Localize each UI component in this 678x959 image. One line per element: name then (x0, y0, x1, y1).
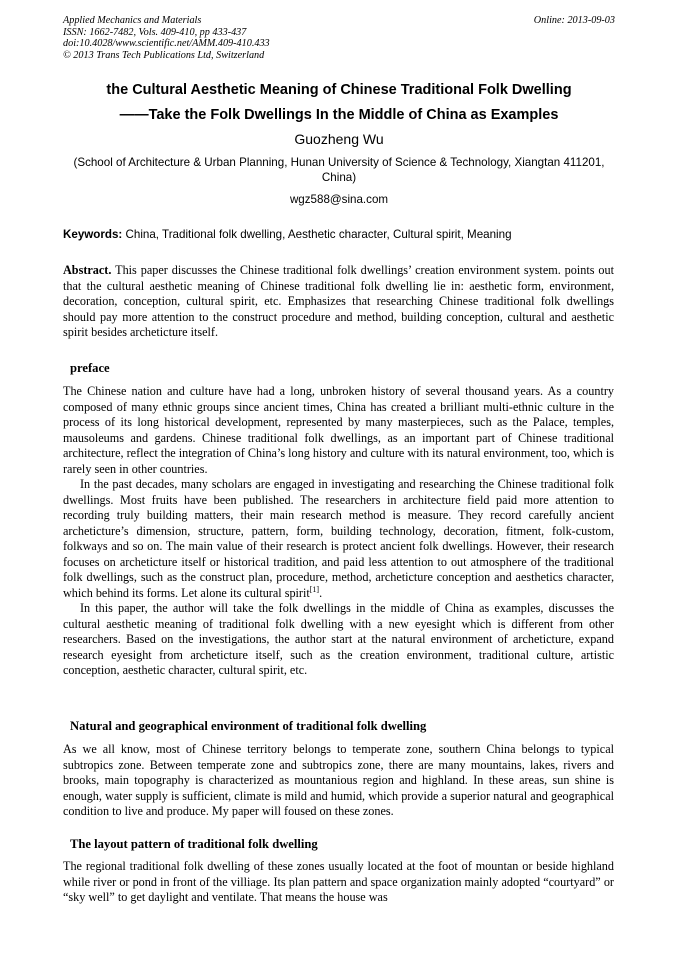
preface-paragraph-3: In this paper, the author will take the folk dwellings in the middle of China as examples, discusses the cultural aesthetic meaning of traditional folk dwelling with a new eyesight which is different from other researchers. Based on the investigations, the author start at the natural environment of archeticture, expand research eyesight from archeticture itself, such as the creation environment, traditional culture, artistic conception, aesthetic character, cultural spirit, etc. (63, 601, 614, 677)
layout-pattern-paragraph: The regional traditional folk dwelling of these zones usually located at the foot of mountan or beside highland while river or pond in front of the villiage. Its plan pattern and space organization mainly adopted “courtyard” or “sky well” to get daylight and ventilate. That means the house was (63, 859, 614, 904)
heading-layout-pattern: The layout pattern of traditional folk dwelling (70, 837, 318, 851)
preface-paragraph-2-text: In the past decades, many scholars are engaged in investigating and researching the Chinese traditional folk dwellings. Most fruits have been published. The researchers in architecture field paid more attention to recording truly building matters, their main research method is measure. They record carefully ancient archeticture’s dimension, structure, pattern, form, building technology, decoration, fitment, folk-custom, folkways and so on. The main value of their research is protect ancient folk dwellings. However, their research focuses on archeticture itself or historical tradition, and paid less attention to out atmosphere of the traditional folk dwellings, such as the construct plan, procedure, method, archeticture conception and aesthetics character, which behind its forms. Let alone its cultural spirit (63, 477, 614, 600)
preface-paragraph-2 (63, 477, 614, 601)
citation-ref-1: [1] (309, 584, 320, 594)
heading-preface: preface (70, 361, 110, 375)
author-affiliation: (School of Architecture & Urban Planning, Hunan University of Science & Technology, Xiangtan 411201, China) (73, 156, 605, 184)
keywords-label: Keywords: (63, 228, 123, 241)
author-email: wgz588@sina.com (289, 193, 389, 206)
natural-environment-paragraph: As we all know, most of Chinese territory belongs to temperate zone, southern China belongs to typical subtropics zone. Between temperate zone and subtropics zone, there are many mountains, lakes, rivers and brooks, main topography is characterized as mountanious region and highland. In these areas, sun shine is enough, water supply is sufficient, climate is mild and humid, which provide a superior natural and geographical condition to live and produce. My paper will foused on these zones. (63, 742, 614, 818)
abstract (63, 263, 614, 341)
journal-copyright: © 2013 Trans Tech Publications Ltd, Switzerland (63, 49, 265, 61)
keywords (63, 227, 623, 242)
author-name: Guozheng Wu (294, 131, 384, 147)
preface-paragraph-1: The Chinese nation and culture have had a long, unbroken history of several thousand years. As a country composed of many ethnic groups since ancient times, China has created a brilliant multi-ethnic culture in the process of its long historical development, represented by many masterpieces, such as the Palace, temples, mausoleums and gardens. Chinese traditional folk dwellings, as an important part of Chinese traditional architecture, reflect the integration of China’s long history and culture with its natural environment, too, which is rarely seen in other countries. (63, 384, 614, 476)
journal-issn: ISSN: 1662-7482, Vols. 409-410, pp 433-437 (63, 26, 247, 38)
journal-doi: doi:10.4028/www.scientific.net/AMM.409-410.433 (63, 38, 270, 49)
heading-natural-environment: Natural and geographical environment of traditional folk dwelling (70, 719, 427, 733)
abstract-text: This paper discusses the Chinese traditional folk dwellings’ creation environment system. points out that the cultural aesthetic meaning of Chinese traditional folk dwelling lie in: aesthetic form, environment, decoration, conception, cultural spirit, etc. Emphasizes that researching Chinese traditional folk dwellings should pay more attention to the construct procedure and method, building conception, cultural and aesthetic spirit besides archeticture itself. (63, 263, 614, 339)
preface-paragraph-2-end: . (319, 585, 323, 600)
online-date: Online: 2013-09-03 (533, 15, 615, 26)
paper-subtitle: ——Take the Folk Dwellings In the Middle of China as Examples (119, 107, 559, 123)
abstract-label: Abstract. (63, 263, 112, 277)
paper-title: the Cultural Aesthetic Meaning of Chinese Traditional Folk Dwelling (106, 82, 572, 98)
journal-name: Applied Mechanics and Materials (63, 15, 202, 26)
preface-body (63, 384, 614, 679)
journal-header (63, 15, 463, 61)
keywords-text: China, Traditional folk dwelling, Aesthetic character, Cultural spirit, Meaning (125, 228, 512, 241)
